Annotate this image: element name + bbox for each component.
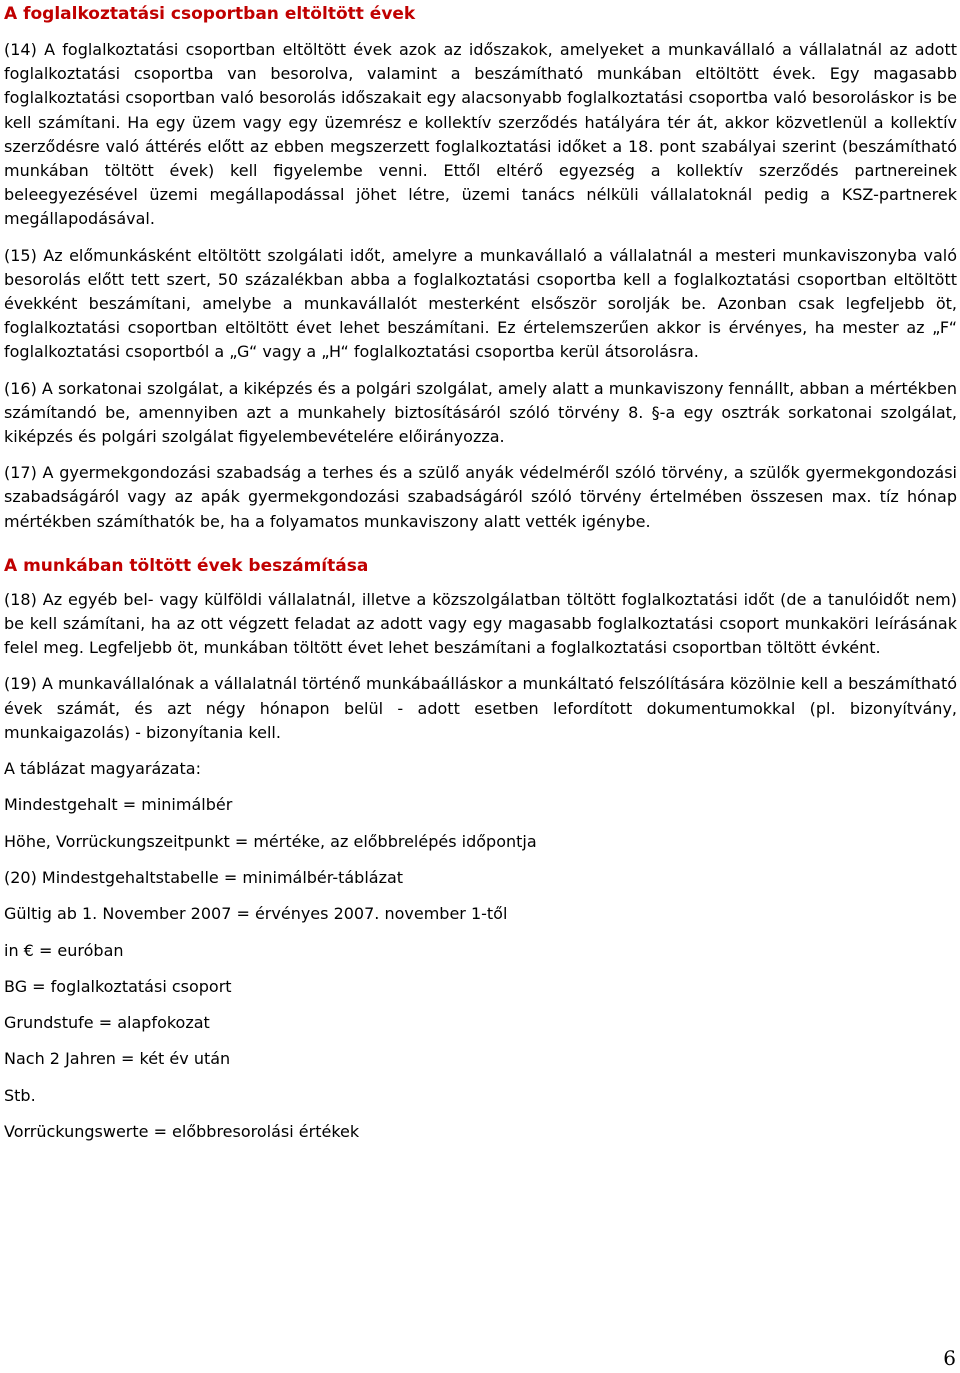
page-number: 6 bbox=[943, 1346, 956, 1370]
paragraph-18: (18) Az egyéb bel- vagy külföldi vállalatnál, illetve a közszolgálatban töltött foglalkoztatási időt (de a tanulóidőt nem) be kell számítani, ha az ott végzett feladat az adott vagy egy magasabb foglalkoztatási csoport munkaköri leírásának felel meg. Legfeljebb öt, munkában töltött évet lehet beszámítani a foglalkoztatási csoportban töltött évként. bbox=[4, 589, 957, 658]
legend-line: Grundstufe = alapfokozat bbox=[4, 1013, 210, 1033]
legend-line: BG = foglalkoztatási csoport bbox=[4, 976, 232, 996]
section-heading: A munkában töltött évek beszámítása bbox=[4, 555, 369, 576]
section-heading: A foglalkoztatási csoportban eltöltött évek bbox=[4, 4, 416, 24]
paragraph-16: (16) A sorkatonai szolgálat, a kiképzés és a polgári szolgálat, amely alatt a munkaviszony fennállt, abban a mértékben számítandó be, amennyiben azt a munkahely biztosításáról szóló törvény 8. §-a egy osztrák sorkatonai szolgálat, kiképzés és polgári szolgálat figyelembevételére előirányozza. bbox=[4, 378, 957, 447]
paragraph-19: (19) A munkavállalónak a vállalatnál történő munkábaálláskor a munkáltató felszólítására közölnie kell a beszámítható évek számát, és azt négy hónapon belül - adott esetben lefordított dokumentumokkal (pl. bizonyítvány, munkaigazolás) - bizonyítania kell. bbox=[4, 674, 957, 742]
document-page bbox=[4, 0, 957, 1156]
legend-intro: A táblázat magyarázata: bbox=[4, 759, 201, 779]
legend-line: Nach 2 Jahren = két év után bbox=[4, 1049, 231, 1069]
legend-line: Mindestgehalt = minimálbér bbox=[4, 795, 233, 815]
paragraph-14: (14) A foglalkoztatási csoportban eltöltött évek azok az időszakok, amelyeket a munkavállaló a vállalatnál az adott foglalkoztatási csoportba van besorolva, valamint a beszámítható munkában eltöltött évek. Egy magasabb foglalkoztatási csoportban való besorolás időszakait egy alacsonyabb foglalkoztatási csoportba való besoroláskor is be kell számítani. Ha egy üzem vagy egy üzemrész e kollektív szerződés hatályára tér át, akkor közvetlenül a kollektív szerződésre való áttérés előtt az ebben megszerzett foglalkoztatási időket a 18. pont szabályai szerint (beszámítható munkában töltött évek) kell figyelembe venni. Ettől eltérő egyezség a kollektív szerződés partnereinek beleegyezésével üzemi megállapodással jöhet létre, üzemi tanács nélküli vállalatoknál pedig a KSZ-partnerek megállapodásával. bbox=[4, 40, 957, 229]
legend-line: Stb. bbox=[4, 1085, 36, 1105]
legend-line: Höhe, Vorrückungszeitpunkt = mértéke, az előbbrelépés időpontja bbox=[4, 831, 537, 851]
legend-line: (20) Mindestgehaltstabelle = minimálbér-táblázat bbox=[4, 867, 404, 887]
paragraph-17: (17) A gyermekgondozási szabadság a terhes és a szülő anyák védelméről szóló törvény, a szülők gyermekgondozási szabadságáról vagy az apák gyermekgondozási szabadságáról szóló törvény értelmében összesen max. tíz hónap mértékben számíthatók be, ha a folyamatos munkaviszony alatt vették igénybe. bbox=[4, 463, 957, 531]
legend-line: in € = euróban bbox=[4, 940, 124, 960]
legend-line: Gültig ab 1. November 2007 = érvényes 2007. november 1-től bbox=[4, 904, 508, 924]
legend-line: Vorrückungswerte = előbbresorolási értékek bbox=[4, 1122, 360, 1142]
paragraph-15: (15) Az előmunkásként eltöltött szolgálati időt, amelyre a munkavállaló a vállalatnál a mesteri munkaviszonyba való besorolás előtt tett szert, 50 százalékban abba a foglalkoztatási csoportba kell a foglalkoztatási csoportban eltöltött évekként beszámítani, amelybe a munkavállalót mesterként elsőször sorolják be. Azonban csak legfeljebb öt, foglalkoztatási csoportban eltöltött évet lehet beszámítani. Ez értelemszerűen akkor is érvényes, ha mester az „F“ foglalkoztatási csoportból a „G“ vagy a „H“ foglalkoztatási csoportba kerül átsorolásra. bbox=[4, 245, 957, 362]
